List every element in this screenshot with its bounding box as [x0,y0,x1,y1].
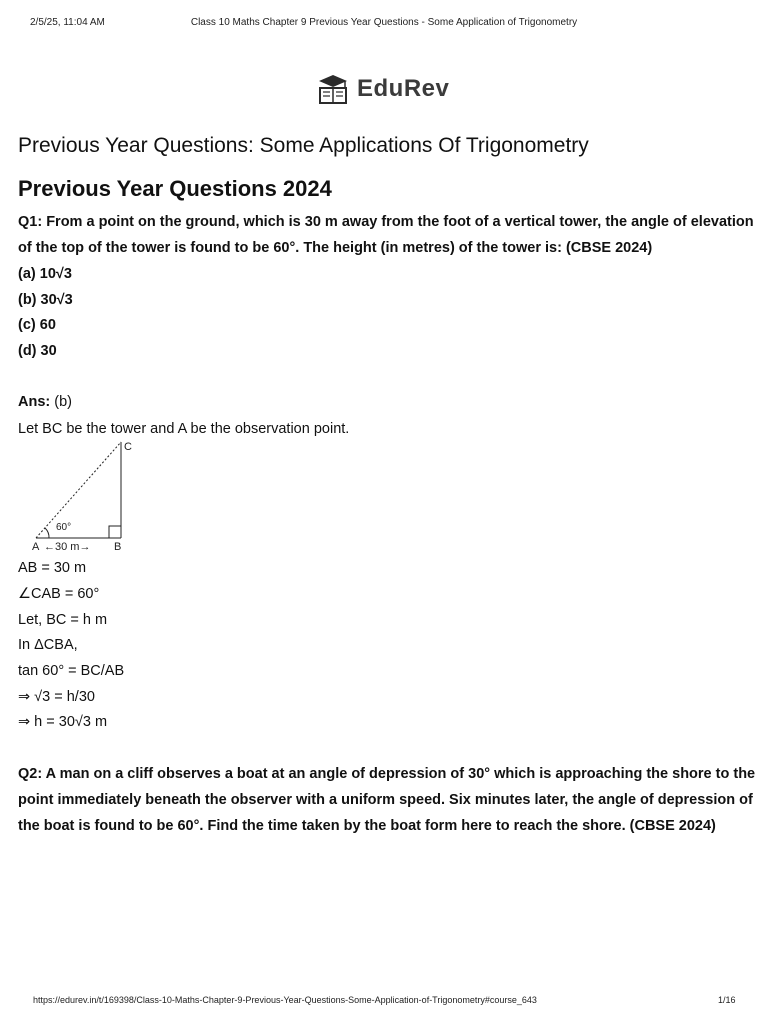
q1-option-a: (a) 10√3 [18,266,72,282]
solution-step: tan 60° = BC/AB [18,663,125,679]
solution-step: AB = 30 m [18,560,87,576]
q2-text-line-2: point immediately beneath the observer with a uniform speed. Six minutes later, the angle of depression of [18,792,753,808]
solution-step: ⇒ √3 = h/30 [18,689,95,705]
q1-option-b: (b) 30√3 [18,292,73,308]
solution-step: Let, BC = h m [18,612,108,628]
answer-label: Ans: [18,394,51,410]
q1-answer [18,394,72,410]
solution-step: ∠CAB = 60° [18,586,100,602]
sight-line-ac [36,442,121,538]
q1-option-c: (c) 60 [18,317,56,333]
section-heading: Previous Year Questions 2024 [18,176,332,201]
print-title: Class 10 Maths Chapter 9 Previous Year Questions - Some Application of Trigonometry [190,17,578,28]
label-c: C [124,441,132,453]
q1-explanation: Let BC be the tower and A be the observation point. [18,421,350,437]
q1-text-line-2: of the top of the tower is found to be 60°. The height (in metres) of the tower is: (CBSE 2024) [18,240,653,256]
solution-step: ⇒ h = 30√3 m [18,714,108,730]
q2-text-line-1: Q2: A man on a cliff observes a boat at an angle of depression of 30° which is approaching the shore to the [18,766,756,782]
edurev-logo[interactable] [315,72,449,106]
tower-diagram [28,438,138,556]
right-angle-mark [109,526,121,538]
label-angle: 60° [56,522,72,533]
brand-name: EduRev [357,75,450,102]
q1-text-line-1: Q1: From a point on the ground, which is 30 m away from the foot of a vertical tower, the angle of elevation [18,214,754,230]
page-number: 1/16 [718,995,736,1005]
angle-arc [45,528,49,538]
q1-option-d: (d) 30 [18,343,57,359]
q2-text-line-3: the boat is found to be 60°. Find the time taken by the boat form here to reach the shore. (CBSE 2024) [18,818,716,834]
print-url[interactable]: https://edurev.in/t/169398/Class-10-Maths-Chapter-9-Previous-Year-Questions-Some-Application-of-Trigonometry#course_643 [33,995,537,1005]
solution-step: In ΔCBA, [18,637,78,653]
label-b: B [114,541,122,553]
label-a: A [32,541,40,553]
answer-value: (b) [50,394,72,410]
page-title: Previous Year Questions: Some Applications Of Trigonometry [18,134,589,157]
label-base-length: ←30 m→ [44,541,91,553]
graduation-cap-icon [315,72,351,106]
print-date: 2/5/25, 11:04 AM [30,17,105,28]
